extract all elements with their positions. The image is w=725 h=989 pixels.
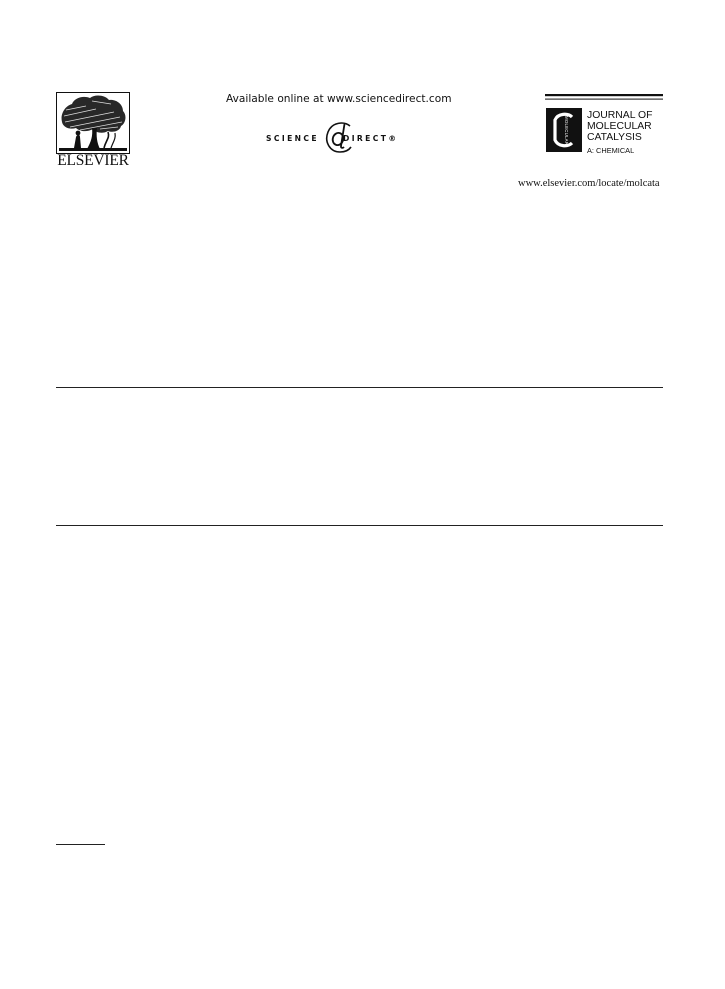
elsevier-wordmark: ELSEVIER — [57, 152, 129, 169]
abstract-top-rule — [56, 387, 663, 388]
journal-subtitle: A: CHEMICAL — [587, 146, 635, 155]
available-online-text: Available online at www.sciencedirect.com — [226, 93, 452, 105]
sciencedirect-logo — [266, 120, 416, 154]
journal-url: www.elsevier.com/locate/molcata — [518, 178, 660, 189]
journal-title-line-3: CATALYSIS — [587, 132, 642, 143]
journal-title-line-2: MOLECULAR — [587, 121, 652, 132]
sciencedirect-direct-word — [343, 134, 398, 143]
journal-mark-text: MOLECULAR — [564, 116, 569, 146]
journal-title — [587, 110, 665, 143]
abstract-bottom-rule — [56, 525, 663, 526]
elsevier-logo — [52, 92, 134, 176]
footnote-rule — [56, 844, 105, 845]
journal-logo — [545, 94, 663, 162]
journal-c-mark — [546, 108, 582, 152]
sciencedirect-science-word: SCIENCE — [266, 134, 319, 143]
sciencedirect-direct-label: DIRECT — [343, 134, 389, 143]
journal-c-icon — [546, 108, 582, 152]
sciencedirect-registered-mark: ® — [388, 134, 399, 143]
journal-title-line-1: JOURNAL OF — [587, 110, 653, 121]
journal-header-rules — [545, 94, 663, 102]
elsevier-tree-icon — [56, 92, 130, 154]
